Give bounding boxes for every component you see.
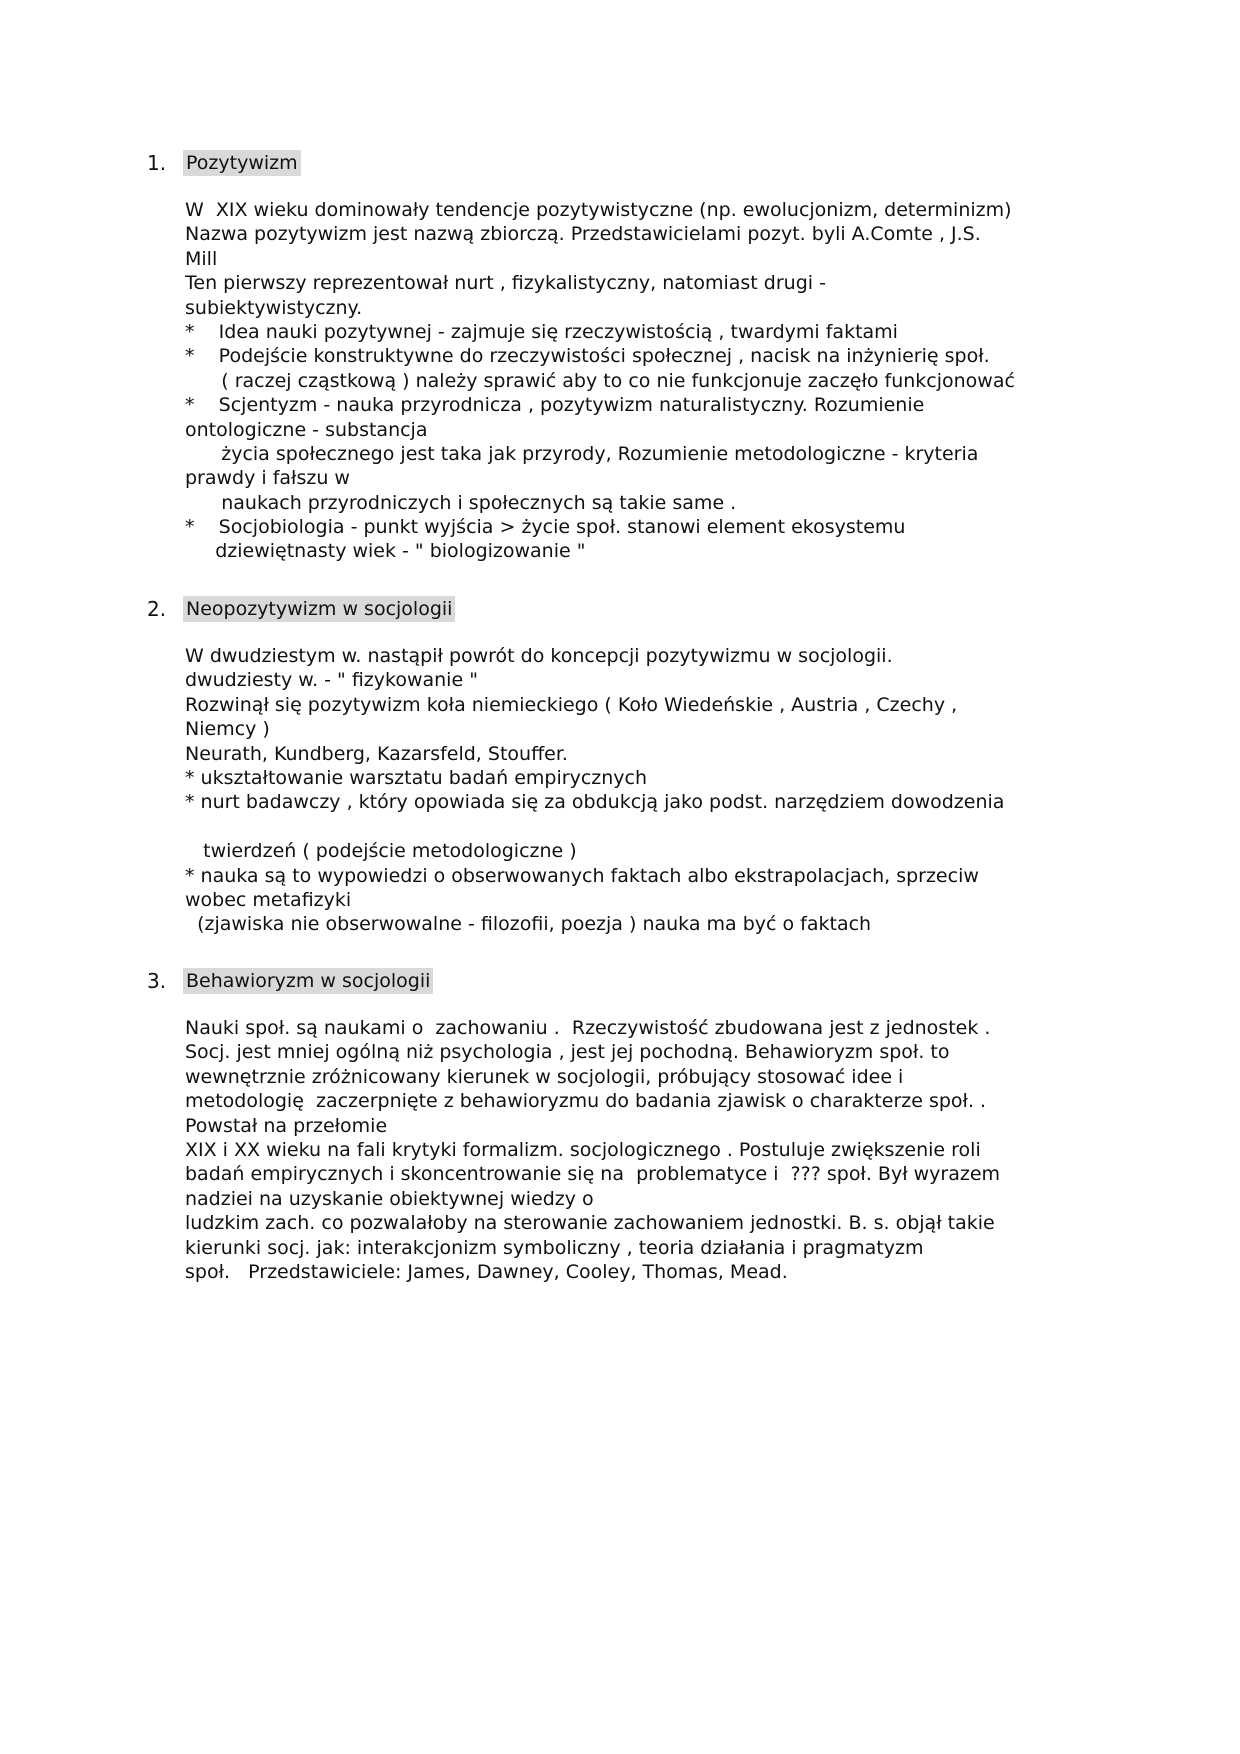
- text-line: Nazwa pozytywizm jest nazwą zbiorczą. Przedstawicielami pozyt. byli A.Comte , J.S.: [185, 223, 981, 246]
- text-line: Ten pierwszy reprezentował nurt , fizykalistyczny, natomiast drugi -: [185, 272, 826, 295]
- section-body: [185, 1016, 1105, 1284]
- section-title: Neopozytywizm w socjologii: [183, 596, 455, 622]
- text-line: ludzkim zach. co pozwalałoby na sterowanie zachowaniem jednostki. B. s. objął takie: [185, 1212, 995, 1235]
- section-title: Behawioryzm w socjologii: [183, 968, 433, 994]
- text-line: dwudziesty w. - " fizykowanie ": [185, 669, 478, 692]
- text-line: metodologię zaczerpnięte z behawioryzmu do badania zjawisk o charakterze społ. .: [185, 1090, 987, 1113]
- section-number: 3.: [147, 969, 167, 993]
- text-line: Rozwinął się pozytywizm koła niemieckiego ( Koło Wiedeńskie , Austria , Czechy ,: [185, 693, 958, 716]
- bullet-line: * nauka są to wypowiedzi o obserwowanych faktach albo ekstrapolacjach, sprzeciw: [185, 864, 979, 887]
- text-line: (zjawiska nie obserwowalne - filozofii, poezja ) nauka ma być o faktach: [185, 913, 872, 936]
- text-line: W dwudziestym w. nastąpił powrót do koncepcji pozytywizmu w socjologii.: [185, 645, 893, 667]
- bullet-line: * ukształtowanie warsztatu badań empirycznych: [185, 766, 648, 789]
- text-line: Niemcy ): [185, 718, 270, 741]
- section-heading: [0, 148, 1240, 178]
- text-line: W XIX wieku dominowały tendencje pozytywistyczne (np. ewolucjonizm, determinizm): [185, 199, 1012, 221]
- text-line: badań empirycznych i skoncentrowanie się na problematyce i ??? społ. Był wyrazem: [185, 1163, 1001, 1186]
- text-line: kierunki socj. jak: interakcjonizm symboliczny , teoria działania i pragmatyzm: [185, 1236, 924, 1259]
- section-title: Pozytywizm: [183, 150, 301, 176]
- section-pozytywizm: [0, 148, 1240, 563]
- bullet-line: * Socjobiologia - punkt wyjścia > życie społ. stanowi element ekosystemu: [185, 516, 906, 539]
- text-line: Mill: [185, 247, 218, 270]
- bullet-line: * Idea nauki pozytywnej - zajmuje się rzeczywistością , twardymi faktami: [185, 320, 898, 343]
- section-neopozytywizm: [0, 594, 1240, 936]
- section-heading: [0, 594, 1240, 624]
- text-line: wobec metafizyki: [185, 888, 352, 911]
- text-line: XIX i XX wieku na fali krytyki formalizm. socjologicznego . Postuluje zwiększenie roli: [185, 1138, 981, 1161]
- blank-line: [185, 815, 1105, 839]
- section-number: 2.: [147, 597, 167, 621]
- section-heading: [0, 966, 1240, 996]
- text-line: twierdzeń ( podejście metodologiczne ): [185, 840, 577, 863]
- text-line: wewnętrznie zróżnicowany kierunek w socjologii, próbujący stosować idee i: [185, 1065, 904, 1088]
- section-body: [185, 198, 1105, 564]
- text-line: Neurath, Kundberg, Kazarsfeld, Stouffer.: [185, 742, 568, 765]
- text-line: życia społecznego jest taka jak przyrody, Rozumienie metodologiczne - kryteria: [185, 442, 979, 465]
- text-line: ( raczej cząstkową ) należy sprawić aby to co nie funkcjonuje zaczęło funkcjonować: [185, 369, 1015, 392]
- text-line: Powstał na przełomie: [185, 1114, 388, 1137]
- bullet-line: * Podejście konstruktywne do rzeczywistości społecznej , nacisk na inżynierię społ.: [185, 345, 990, 368]
- bullet-line: * Scjentyzm - nauka przyrodnicza , pozytywizm naturalistyczny. Rozumienie: [185, 394, 925, 417]
- section-number: 1.: [147, 151, 167, 175]
- text-line: subiektywistyczny.: [185, 296, 363, 319]
- section-behawioryzm: [0, 966, 1240, 1283]
- text-line: naukach przyrodniczych i społecznych są takie same .: [185, 491, 737, 514]
- bullet-line: * nurt badawczy , który opowiada się za obdukcją jako podst. narzędziem dowodzenia: [185, 791, 1005, 814]
- text-line: nadziei na uzyskanie obiektywnej wiedzy o: [185, 1187, 594, 1210]
- text-line: Socj. jest mniej ogólną niż psychologia , jest jej pochodną. Behawioryzm społ. to: [185, 1041, 950, 1064]
- text-line: Nauki społ. są naukami o zachowaniu . Rzeczywistość zbudowana jest z jednostek .: [185, 1017, 991, 1039]
- text-line: dziewiętnasty wiek - " biologizowanie ": [185, 540, 586, 563]
- text-line: prawdy i fałszu w: [185, 467, 350, 490]
- text-line: społ. Przedstawiciele: James, Dawney, Cooley, Thomas, Mead.: [185, 1260, 788, 1283]
- text-line: ontologiczne - substancja: [185, 418, 428, 441]
- section-body: [185, 644, 1105, 937]
